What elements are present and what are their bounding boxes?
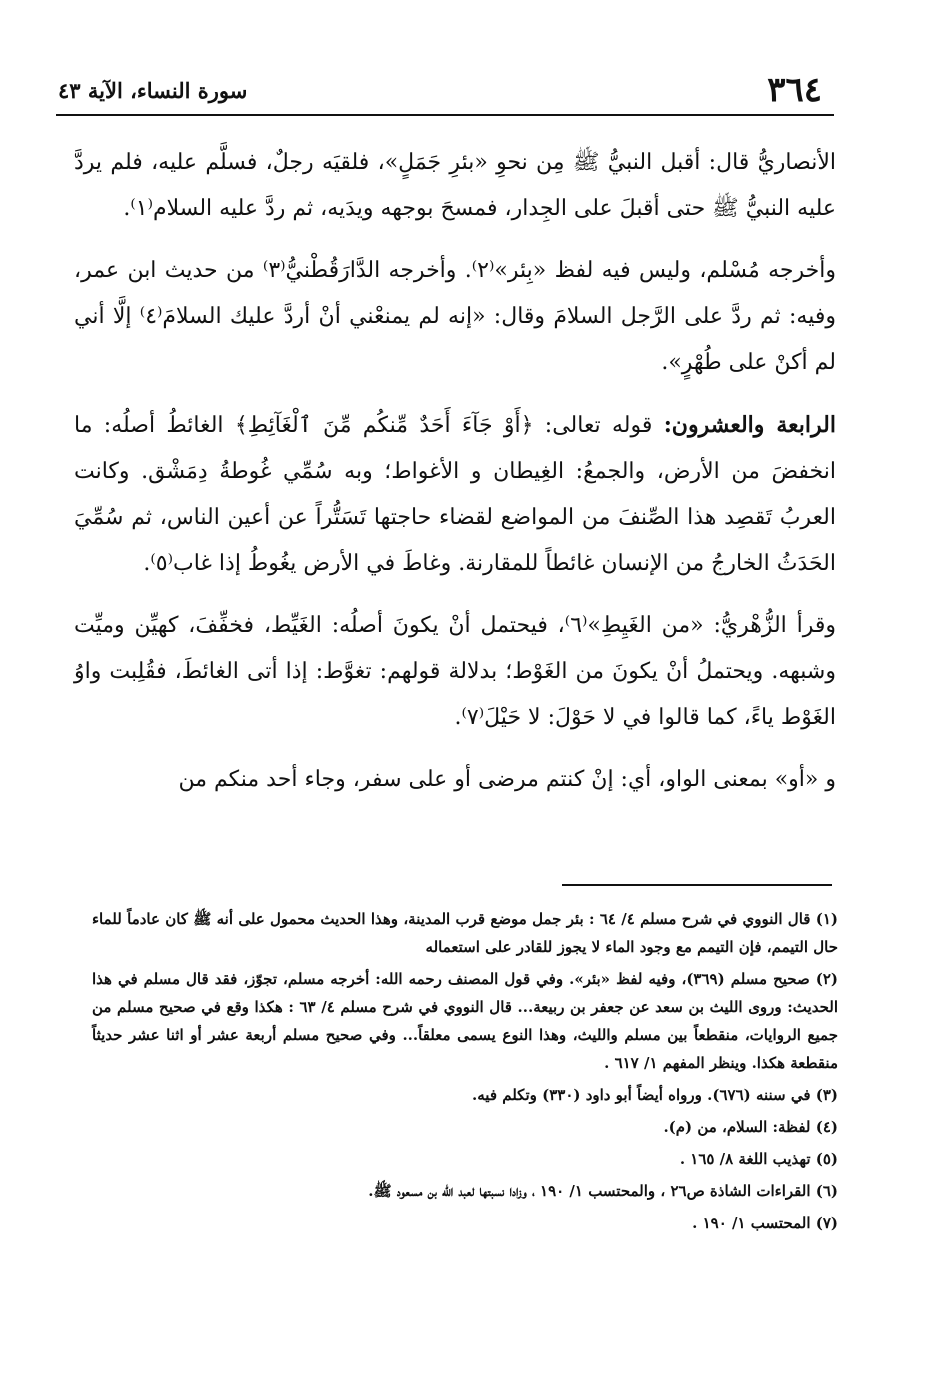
footnote-6: (٦) القراءات الشاذة ص٢٦ ، والمحتسب ١/ ١٩٠ ، وزادا نسبتها لعبد الله بن مسعود ﷺ.	[368, 1182, 838, 1200]
main-text	[74, 140, 836, 819]
paragraph-2: وأخرجه مُسْلم، وليس فيه لفظ «بِئر»⁽٢⁾. وأخرجه الدَّارَقُطْنيُّ⁽٣⁾ من حديث ابن عمر، وفيه: ثم ردَّ على الرَّجل السلامَ وقال: «إنه لم يمنعْني أنْ أردَّ عليك السلامَ⁽٤⁾ إلَّا أني لم أكنْ على طُهْرٍ».	[74, 258, 836, 375]
footnote-1: (١) قال النووي في شرح مسلم ٤/ ٦٤ : بئر جمل موضع قرب المدينة، وهذا الحديث محمول على أنه ﷺ كان عادماً للماء حال التيمم، فإن التيمم مع وجود الماء لا يجوز للقادر على استعماله	[92, 910, 839, 956]
footnote-2: (٢) صحيح مسلم (٣٦٩)، وفيه لفظ «بئر». وفي قول المصنف رحمه الله: أخرجه مسلم، تجوّز، فقد قال مسلم في هذا الحديث: وروى الليث بن سعد عن جعفر بن ربيعة... قال النووي في شرح مسلم ٤/ ٦٣ : هكذا وقع في صحيح مسلم من جميع الروايات، منقطعاً بين مسلم والليث، وهذا النوع يسمى معلقاً... وفي صحيح مسلم أربعة عشر أو اثنا عشر حديثاً منقطعة هكذا. وينظر المفهم ١/ ٦١٧ .	[92, 970, 838, 1072]
section-text: قوله تعالى: ﴿أَوْ جَآءَ أَحَدٌ مِّنكُم مِّنَ ٱلْغَآئِطِ﴾ الغائطُ أصلُه: ما انخفضَ من الأرض، والجمعُ: الغِيطان و الأغواط؛ وبه سُمِّي غُوطةُ دِمَشْق. وكانت العربُ تَقصِد هذا الصِّنفَ من المواضع لقضاء حاجتها تَسَتُّراً عن أعين الناس، ثم سُمِّيَ الحَدَثُ الخارجُ من الإنسان غائطاً للمقارنة. وغاطَ في الأرض يغُوطُ إذا غاب⁽٥⁾.	[74, 413, 836, 576]
footnote-separator	[562, 884, 832, 886]
page-header	[58, 64, 832, 114]
paragraph-4: وقرأ الزُّهْريُّ: «من الغَيِطِ»⁽٦⁾، فيحتمل أنْ يكونَ أصلُه: الغَيِّط، فخفِّفَ، كهيِّن وميِّت وشبهه. ويحتملُ أنْ يكونَ من الغَوْط؛ بدلالة قولهم: تغوَّط: إذا أتى الغائطَ، فقُلِبت واوُ الغَوْط ياءً، كما قالوا في لا حَوْلَ: لا حَيْلَ⁽٧⁾.	[74, 613, 836, 730]
paragraph-1: الأنصاريُّ قال: أقبل النبيُّ ﷺ مِن نحوِ «بئرِ جَمَلٍ»، فلقيَه رجلٌ، فسلَّم عليه، فلم يردَّ عليه النبيُّ ﷺ حتى أقبلَ على الجِدار، فمسحَ بوجهه ويدَيه، ثم ردَّ عليه السلام⁽١⁾.	[74, 150, 836, 221]
footnote-5: (٥) تهذيب اللغة ٨/ ١٦٥ .	[679, 1150, 838, 1168]
footnote-7: (٧) المحتسب ١/ ١٩٠ .	[692, 1214, 838, 1232]
paragraph-section-24	[74, 402, 836, 587]
running-title: سورة النساء، الآية ٤٣	[58, 78, 248, 103]
footnote-3: (٣) في سننه (٦٧٦). ورواه أيضاً أبو داود (٣٣٠) وتكلم فيه.	[472, 1086, 838, 1104]
paragraph-5: و «أو» بمعنى الواو، أي: إنْ كنتم مرضى أو على سفر، وجاء أحد منكم من	[178, 767, 836, 792]
footnote-4: (٤) لفظة: السلام، من (م).	[663, 1118, 838, 1136]
footnotes	[92, 905, 838, 1241]
page-number: ٣٦٤	[767, 70, 822, 110]
section-lead: الرابعة والعشرون:	[663, 412, 836, 438]
header-rule	[56, 114, 834, 116]
